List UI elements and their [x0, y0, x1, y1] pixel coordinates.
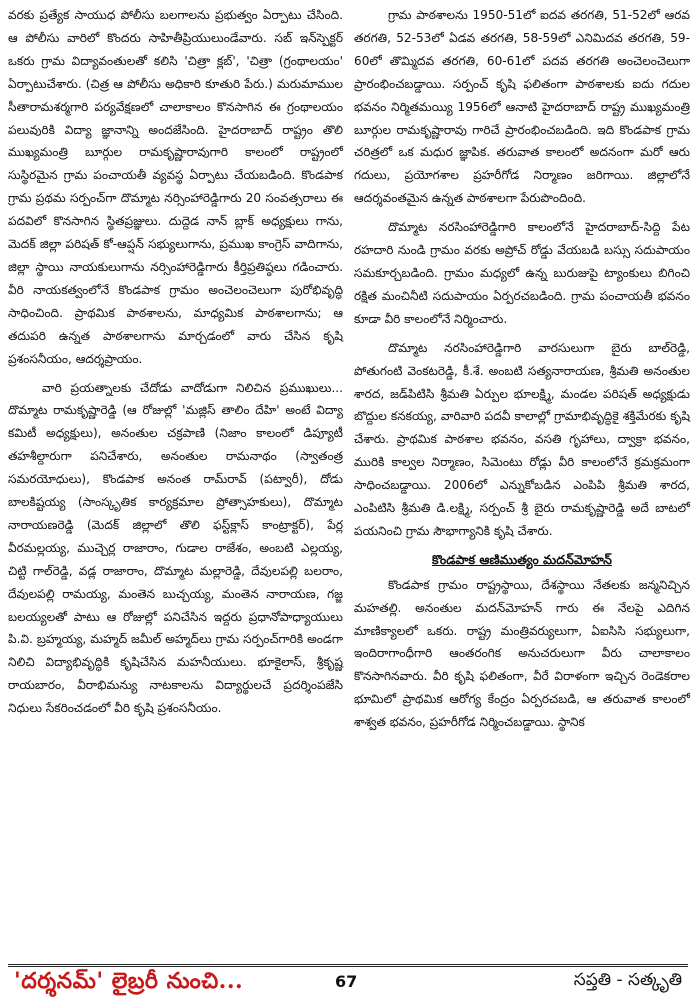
right-paragraph-2: దొమ్మాట నరసింహారెడ్డిగారి కాలంలోనే హైదరాబాద్-సిద్ది పేట రహదారి నుండి గ్రామం వరకు అప్రోచ్ రోడ్డు వేయబడి బస్సు సదుపాయం సమకూర్చబడింది. గ్రామం మధ్యలో ఉన్న బురుజుపై ట్యాంకులు బిగించి రక్షిత మంచినీటి సదుపాయం ఏర్పరచబడింది. గ్రామ పంచాయతీ భవనం కూడా వీరి కాలంలోనే నిర్మించారు. [354, 220, 690, 326]
page-number: 67 [335, 972, 358, 991]
right-column [354, 4, 690, 740]
left-paragraph-2: వారి ప్రయత్నాలకు చేదోడు వాదోడుగా నిలిచిన ప్రముఖులు... దొమ్మాట రామకృష్ణారెడ్డి (ఆ రోజుల్లో 'మజ్లిస్ తాలిం దేహి' అంటే విద్యా కమిటీ అధ్యక్షులు), అనంతుల చక్రపాణి (నిజాం కాలంలో డిప్యూటీ తహశీల్దారుగా పనిచేశారు, అనంతుల రామనాథం (స్వాతంత్ర సమరయోధులు), కొండపాక అనంత రామ్‌రావ్ (పట్వారీ), దోడు బాలకిష్టయ్య (సాంస్కృతిక కార్యక్రమాల ప్రోత్సాహకులు), దొమ్మాట నారాయణరెడ్డి (మెదక్ జిల్లాలో తొలి ఫస్ట్‌క్లాస్ కాంట్రాక్టర్), పేర్ల వీరమల్లయ్య, ముచ్చెర్ల రాజారాం, గుడాల రాజేశం, అంబటి ఎల్లయ్య, చిట్టి గాల్‌రెడ్డి, వడ్ల రాజారాం, దొమ్మాట మల్లారెడ్డి, దేవులపల్లి బలరాం, దేవులపల్లి రామయ్య, మంతెన బుచ్చయ్య, మంతెన నారాయణ, గజ్జ బలయ్యలతో పాటు ఆ రోజుల్లో పనిచేసిన ఇద్దరు ప్రధానోపాధ్యాయులు పి.వి. బ్రహ్మయ్య, మహ్మద్ జమీల్ అహ్మద్‌లు గ్రామ సర్పంచ్‌గారికి అండగా నిలిచి విద్యాభివృద్ధికి కృషిచేసిన మహనీయులు. భూకైలాస్, శ్రీకృష్ణ రాయబారం, వీరాభిమన్యు నాటకాలను విద్యార్థులచే ప్రదర్శింపజేసి నిధులు సేకరించడంలో వీరి కృషి ప్రశంసనీయం. [8, 380, 343, 716]
left-column [8, 4, 343, 726]
section-heading: కొండపాక ఆణిముత్యం మదన్‌మోహన్ [432, 551, 612, 567]
magazine-name: సప్తతి - సత్కృతి [573, 970, 682, 990]
footer-title: 'దర్శనమ్' లైబ్రరీ నుంచి... [14, 968, 244, 994]
page-footer [8, 968, 688, 998]
right-paragraph-3: దొమ్మాట నరసింహారెడ్డిగారి వారసులుగా బైరు బాల్‌రెడ్డి, పోతుగంటి వెంకటరెడ్డి, కీ.శే. అంబటి సత్యనారాయణ, శ్రీమతి అనంతుల శారద, జడ్‌పిటిసి శ్రీమతి ఏర్పుల భూలక్ష్మి, మండల పరిషత్ అధ్యక్షుడు బొద్దుల కనకయ్య, వారివారి పదవీ కాలాల్లో గ్రామాభివృద్ధికై శక్తిమేరకు కృషి చేశారు. ప్రాథమిక పాఠశాల భవనం, వసతి గృహాలు, ద్వాక్రా భవనం, మురికి కాల్వల నిర్మాణం, సిమెంటు రోడ్లు వీరి కాలంలోనే క్రమక్రమంగా సాధించబడ్డాయి. 2006లో ఎన్నుకోబడిన ఎంపిపి శ్రీమతి శారద, ఎంపిటిసి శ్రీమతి డి.లక్ష్మి, సర్పంచ్ శ్రీ బైరు రామకృష్ణారెడ్డి అదే బాటలో పయనించి గ్రామ సౌభాగ్యానికి కృషి చేశారు. [354, 340, 690, 538]
left-paragraph-1: వరకు ప్రత్యేక సాయుధ పోలీసు బలగాలను ప్రభుత్వం ఏర్పాటు చేసింది. ఆ పోలీసు వారిలో కొందరు సాహితీప్రియులుండేవారు. సబ్ ఇన్‌స్పెక్టర్ ఒకరు గ్రామ విద్యావంతులతో కలిసి 'చిత్రా క్లబ్', 'చిత్రా (గ్రంథాలయం' ఏర్పాటుచేశారు. (చిత్ర ఆ పోలీసు అధికారి కూతురి పేరు.) మరుమాముల సీతారామశర్మగారి పర్యవేక్షణలో చాలాకాలం కొనసాగిన ఈ గ్రంథాలయం పలువురికి విద్యా జ్ఞానాన్ని అందజేసింది. హైదరాబాద్ రాష్ట్రం తొలి ముఖ్యమంత్రి బూర్గుల రామకృష్ణారావుగారి కాలంలో రాష్ట్రంలో సుస్థిరమైన గ్రామ పంచాయతీ వ్యవస్థ ఏర్పాటు చేయబడింది. కొండపాక గ్రామ ప్రథమ సర్పంచ్‌గా దొమ్మాట నర్సింహారెడ్డిగారు 20 సంవత్సరాలు ఈ పదవిలో కొనసాగిన స్థితప్రజ్ఞులు. దుద్దెడ నాన్ బ్లాక్ అధ్యక్షులు గాను, మెదక్ జిల్లా పరిషత్ కో-ఆప్షన్ సభ్యులుగాను, ప్రముఖ కాంగ్రెస్ వాదిగాను, జిల్లా స్థాయి నాయకులుగాను నర్సింహారెడ్డిగారు కీర్తిప్రతిష్ఠలు గడించారు. వీరి నాయకత్వంలోనే కొండపాక గ్రామం అంచెలంచెలుగా పురోభివృద్ధి సాధించింది. ప్రాథమిక పాఠశాలను, మాధ్యమిక పాఠశాలగాను; ఆ తదుపరి ఉన్నత పాఠశాలగాను మార్చడంలో వారు చేసిన కృషి ప్రశంసనీయం, ఆదర్శప్రాయం. [8, 8, 343, 366]
footer-divider [8, 964, 688, 967]
right-paragraph-4: కొండపాక గ్రామం రాష్ట్రస్థాయి, దేశస్థాయి నేతలకు జన్మనిచ్చిన మహతల్లి. అనంతుల మదన్‌మోహన్ గారు ఈ నేలపై ఎదిగిన మాణిక్యాలలో ఒకరు. రాష్ట్ర మంత్రివర్యులుగా, ఏఐసిసి సభ్యులుగా, ఇందిరాగాంధీగారి ఆంతరంగిక అనుచరులుగా వీరు చాలాకాలం కొనసాగినవారు. వీరి కృషి ఫలితంగా, వీరే విరాళంగా ఇచ్చిన రెండెకరాల భూమిలో ప్రాథమిక ఆరోగ్య కేంద్రం ఏర్పరచబడి, ఆ తరువాత కాలంలో శాశ్వత భవనం, ప్రహరీగోడ నిర్మించబడ్డాయి. స్థానిక [354, 577, 690, 730]
right-paragraph-1: గ్రామ పాఠశాలను 1950-51లో ఐదవ తరగతి, 51-52లో ఆరవ తరగతి, 52-53లో ఏడవ తరగతి, 58-59లో ఎనిమిదవ తరగతి, 59-60లో తొమ్మిదవ తరగతి, 60-61లో పదవ తరగతి అంచెలంచెలుగా ప్రారంభించబడ్డాయి. సర్పంచ్ కృషి ఫలితంగా పాఠశాలకు ఐదు గదుల భవనం నిర్మితమయ్యి 1956లో ఆనాటి హైదరాబాద్ రాష్ట్ర ముఖ్యమంత్రి బూర్గుల రామకృష్ణారావు గారిచే ప్రారంభించబడింది. ఇది కొండపాక గ్రామ చరిత్రలో ఒక మధుర జ్ఞాపిక. తరువాత కాలంలో అదనంగా మరో ఆరు గదులు, ప్రయోగశాల ప్రహరీగోడ నిర్మాణం జరిగాయి. జిల్లాలోనే ఆదర్శవంతమైన ఉన్నత పాఠశాలగా పేరుపొందింది. [354, 8, 690, 206]
